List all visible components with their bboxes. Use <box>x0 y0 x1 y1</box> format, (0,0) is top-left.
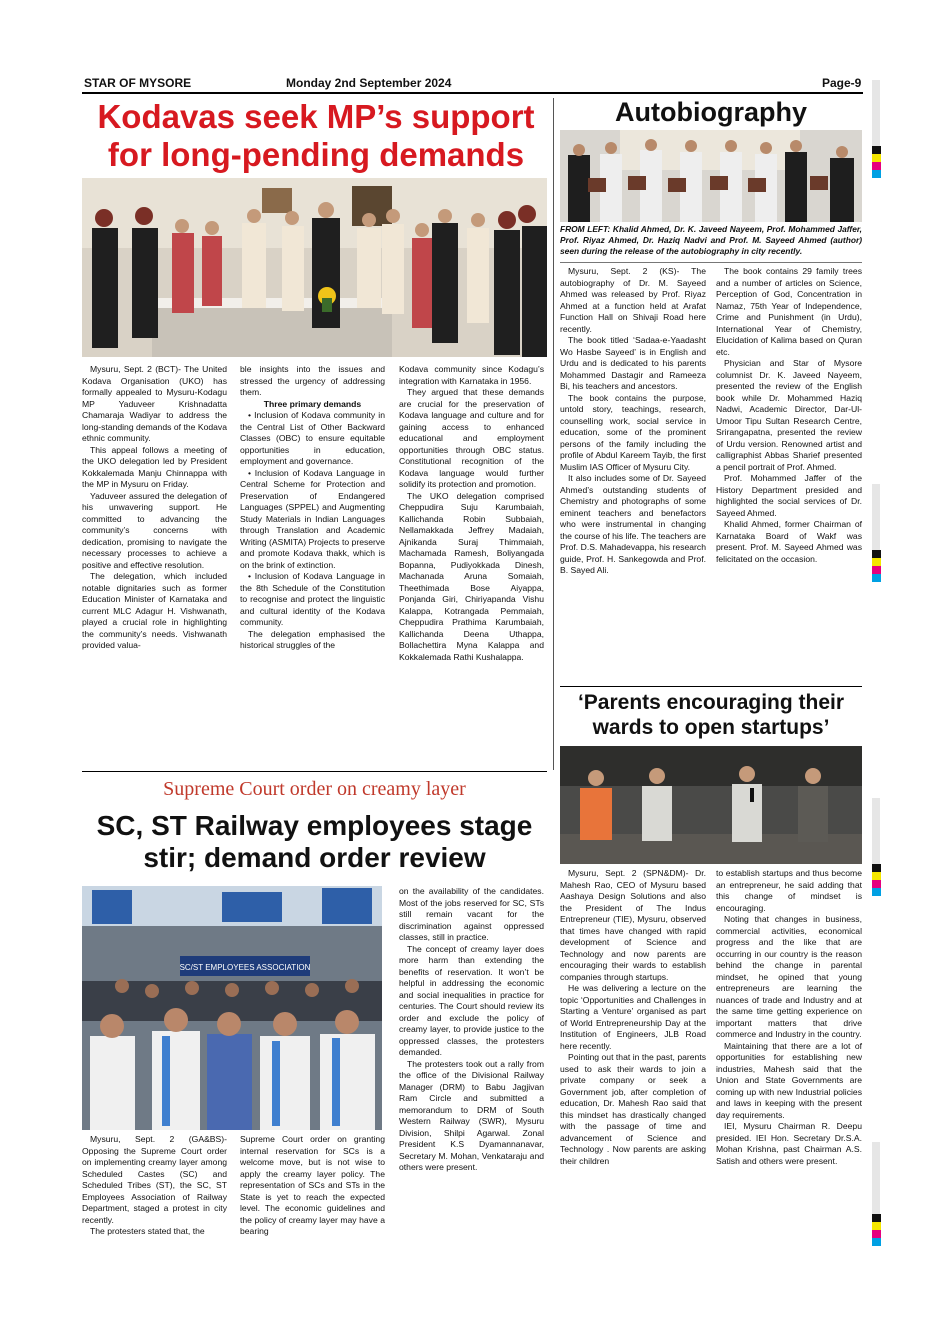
caption-rule <box>560 262 862 263</box>
autobiography-column-1: Mysuru, Sept. 2 (KS)- The autobiography of Dr. M. Sayeed Ahmed was released by Prof. Riyaz Ahmed at a function held at Arafat Function Hall on Shivaji Road here recently. The book titled ‘Sadaa-e-Yaadasht Wo Hasbe Sayeed’ is in English and Urdu and is dedicated to his parents Mohammed Dastagir and Rameeza Bi, his teachers and ancestors. The book contains the purpose, untold story, teachings, research, counselling work, social service in education, some of the prominent persons of the family including the profile of Abdul Kareem Tayib, the first Muslim IAS Officer of Mysuru City. It also includes some of Dr. Sayeed Ahmed’s outstanding students of Chemistry and photographs of some eminent teachers and benefactors who were instrumental in changing the course of his life. The teachers are Prof. D.S. Mahadevappa, his research guide, Prof. H. Sankegowda and Prof. B. Sayed Ali. <box>560 266 707 575</box>
railway-column-3: on the availability of the candidates. Most of the jobs reserved for SC, STs still remain vacant for the discrimination against oppressed classes, still in practice. The concept of creamy layer does more harm than extending the benefits of reservation. It won’t be helpful in addressing the economic and social inequalities in practice for centuries. The Court should review its order and exclude the policy of creamy layer, to provide justice to the oppressed classes, the protesters demanded. The protesters took out a rally from the office of the Divisional Railway Manager (DRM) to Babu Jagjivan Ram Circle and submitted a memorandum to DRM of South Western Railway (SWR), Mysuru Division, Shilpi Agarwal. Zonal President K.S Dyamannanavar, Secretary M. Mohan, Venkataraju and others were present. <box>399 886 544 1172</box>
autobiography-caption: FROM LEFT: Khalid Ahmed, Dr. K. Javeed Nayeem, Prof. Mohammed Jaffer, Prof. Riyaz Ahmed, Dr. Haziq Nadvi and Prof. M. Sayeed Ahmed (author) seen during the release of the autobiography in city recently. <box>560 224 862 256</box>
startups-column-2: to establish startups and thus become an entrepreneur, he said adding that this change of mindset is encouraging. Noting that changes in business, commercial activities, economical progress and the like that are occurring in our country is the reason behind the change in parental mindset, he opined that young entrepreneurs are learning the nuances of trade and Industry and at the same time getting experience on important matters that drive commerce and Industry in the country. Maintaining that there are a lot of opportunities for establishing new industries, Mahesh said that the Union and State Governments are coming up with new Industrial policies and laws in keeping with the present day requirements. IEI, Mysuru Chairman R. Deepu presided. IEI Hon. Secretary Dr.S.A. Mohan Krishna, past Chairman A.S. Satish and others were present. <box>716 868 862 1166</box>
three-demands-subhead: Three primary demands <box>263 398 362 409</box>
registration-swatch <box>872 170 881 178</box>
railway-headline: SC, ST Railway employees stage stir; demand order review <box>96 810 533 873</box>
registration-swatch <box>872 1238 881 1246</box>
autobiography-headline: Autobiography <box>615 97 807 127</box>
registration-swatch <box>872 566 881 574</box>
kodava-column-1: Mysuru, Sept. 2 (BCT)- The United Kodava Organisation (UKO) has formally appealed to Mysuru-Kodagu MP Yaduveer Krishnadatta Chamaraja Wadiyar to address the long-standing demands of the Kodava ethnic community. This appeal follows a meeting of the UKO delegation led by President Kokkalemada Manju Chinnappa with the MP in Mysuru on Friday. Yaduveer assured the delegation of his unwavering support. He committed to advancing the community’s concerns with dedication, promising to navigate the necessary processes to achieve a positive and effective resolution. The delegation, which included notable dignitaries such as former Education Minister of Karnataka and current MLC Adagur H. Vishwanath, played a crucial role in highlighting the community’s needs. Vishwanath provided valua- <box>82 364 227 650</box>
registration-swatch <box>872 1214 881 1222</box>
page-number: Page-9 <box>822 76 862 90</box>
railway-protest-photo <box>82 886 382 1130</box>
registration-swatch <box>872 154 881 162</box>
margin-strip <box>872 80 880 146</box>
registration-swatch <box>872 146 881 154</box>
registration-swatch <box>872 162 881 170</box>
protest-banner-text: SC/ST EMPLOYEES ASSOCIATION <box>179 963 311 972</box>
section-rule <box>82 771 547 772</box>
autobiography-column-2: The book contains 29 family trees and a number of articles on Science, Perception of God, Concentration in Namaz, 75th Year of Independence, Crime and Punishment (in Urdu), International Year of Chemistry, Elucidation of Kalima based on Quran etc. Physician and Star of Mysore columnist Dr. K. Javeed Nayeem, presented the review of the English book while Dr. Mohammed Haziq Nadwi, Academic Director, Dar-Ul-Umoor Tipu Sultan Research Centre, Srirangapatna, presented the review of Urdu version. Renowned artist and calligraphist Abbas Sharief presented a pencil portrait of Prof. Ahmed. Prof. Mohammed Jaffer of the History Department presided and highlighted the social services of Dr. Sayeed Ahmed. Khalid Ahmed, former Chairman of Karnataka Board of Wakf was present. Prof. M. Sayeed Ahmed was felicitated on the occasion. <box>716 266 862 564</box>
railway-column-1: Mysuru, Sept. 2 (GA&BS)- Opposing the Supreme Court order on implementing creamy layer among Scheduled Castes (SC) and Scheduled Tribes (ST), the SC, ST Employees Association of Railway Department, staged a protest in city recently. The protesters stated that, the <box>82 1134 227 1236</box>
kodava-column-3: Kodava community since Kodagu’s integration with Karnataka in 1956. They argued that these demands are crucial for the preservation of Kodava language and culture and for gaining access to enhanced educational and employment opportunities through OBC status. Constitutional recognition of the Kodava language would further solidify its protection and promotion. The UKO delegation comprised Cheppudira Suju Karumbaiah, Kallichanda Robin Subbaiah, Nellamakkada Jeffrey Madaiah, Ajnikanda Suraj Thimmaiah, Machamada Ramesh, Boliyangada Bopanna, Pudiyokkada Dinesh, Machanada Aruna Somaiah, Theethimada Bose Aiyappa, Ponjanda Giri, Chiriyapanda Vishu Kalappa, Kotrangada Pemmaiah, Cheppudira Prathima Karumbaiah, Kallichanda Deena Uthappa, Bollachettira Myna Kalappa and Kokkalemada Rathi Kushalappa. <box>399 364 544 662</box>
registration-swatch <box>872 872 881 880</box>
registration-swatch <box>872 1230 881 1238</box>
margin-strip <box>872 798 880 864</box>
startups-column-1: Mysuru, Sept. 2 (SPN&DM)- Dr. Mahesh Rao, CEO of Mysuru based Aashaya Design Solutions and also the President of The Indus Entrepreneur (TIE), Mysuru, observed that times have changed with rapid development of Science and Technology and now parents are encouraging their wards to establish companies through startups. He was delivering a lecture on the topic ‘Opportunities and Challenges in Starting a Venture’ organised as part of World Entrepreneurship Day at the Institution of Engineers, JLB Road here recently. Pointing out that in the past, parents used to ask their wards to join a private company or seek a Government job, after completion of education, Dr. Mahesh Rao said that this mindset has drastically changed with the passage of time and advancement of Science and Technology . Now parents are asking their children <box>560 868 706 1166</box>
margin-strip <box>872 1142 880 1214</box>
registration-swatch <box>872 574 881 582</box>
registration-swatch <box>872 880 881 888</box>
autobiography-photo <box>560 130 862 222</box>
registration-swatch <box>872 558 881 566</box>
column-divider <box>553 98 554 770</box>
margin-strip <box>872 484 880 550</box>
startups-panel-photo <box>560 746 862 864</box>
kodava-headline: Kodavas seek MP’s support for long-pending demands <box>97 98 535 173</box>
kodava-delegation-photo <box>82 178 547 357</box>
registration-swatch <box>872 1222 881 1230</box>
creamy-layer-kicker: Supreme Court order on creamy layer <box>163 778 466 800</box>
section-rule <box>560 686 862 687</box>
railway-column-2: Supreme Court order on granting internal reservation for SCs is a welcome move, but is not wise to apply the creamy layer policy. The representation of SCs and STs in the State is yet to reach the expected level. The economic guidelines and the policy of creamy layer may have a bearing <box>240 1134 385 1236</box>
registration-swatch <box>872 550 881 558</box>
kodava-column-2: ble insights into the issues and stressed the urgency of addressing them. Three primary demands • Inclusion of Kodava community in the Central List of Other Backward Classes (OBC) to ensure equitable opportunities in education, employment and governance. • Inclusion of Kodava Language in Central Scheme for Protection and Preservation of Endangered Languages (SPPEL) and Augmenting Study Materials in Indian Languages through Translation and Academic Writing (ASMITA) Projects to preserve and promote Kodava thakk, which is on the brink of extinction. • Inclusion of Kodava Language in the 8th Schedule of the Constitution to recognise and protect the linguistic and cultural identity of the Kodava community. The delegation emphasised the historical struggles of the <box>240 364 385 650</box>
registration-swatch <box>872 864 881 872</box>
issue-date: Monday 2nd September 2024 <box>286 76 452 90</box>
startups-headline: ‘Parents encouraging their wards to open startups’ <box>577 691 845 739</box>
registration-swatch <box>872 888 881 896</box>
header-rule <box>82 92 863 94</box>
newspaper-name: STAR OF MYSORE <box>84 76 192 90</box>
